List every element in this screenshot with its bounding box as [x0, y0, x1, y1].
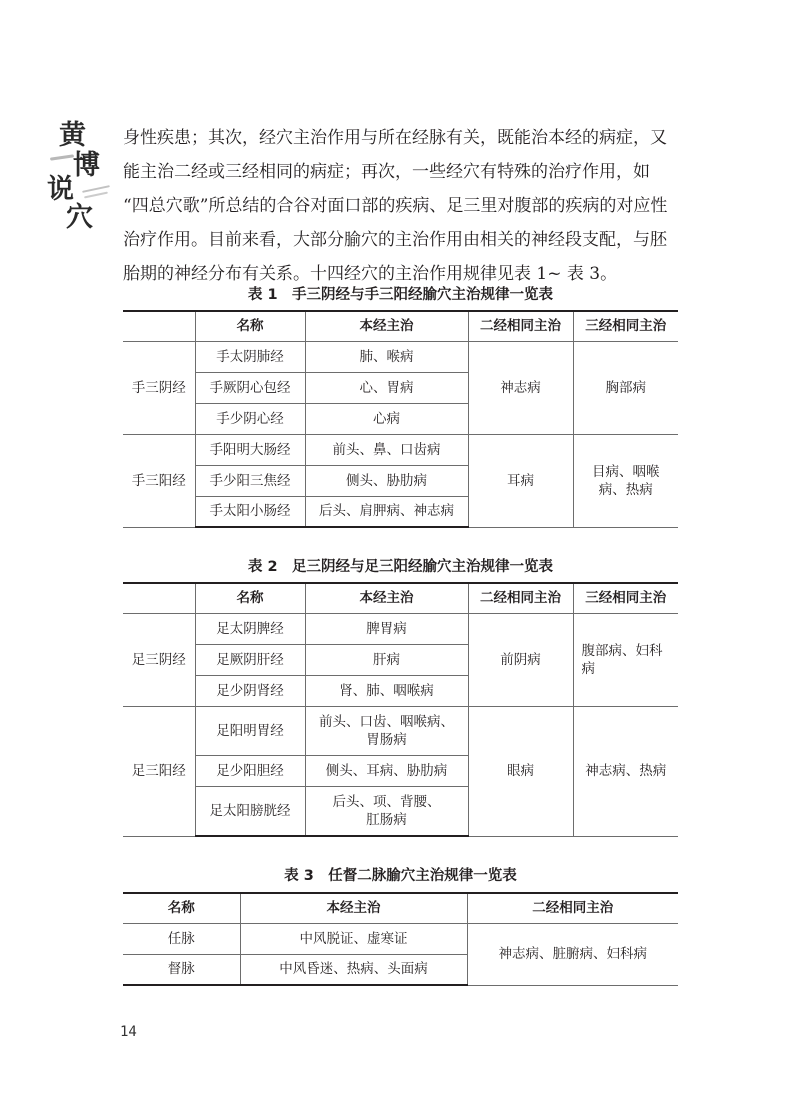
meridian-name: 足太阳膀胱经	[195, 786, 305, 836]
table-header-row	[123, 583, 678, 613]
page-number: 14	[120, 1024, 137, 1040]
meridian-name: 手少阴心经	[195, 403, 305, 434]
three-common: 胸部病	[573, 341, 678, 434]
three-common: 神志病、热病	[573, 706, 678, 836]
header-cell	[123, 583, 195, 613]
table-row	[123, 341, 678, 372]
brand-char-3: 说	[47, 174, 74, 205]
cell-line: 病、热病	[598, 481, 653, 498]
meridian-name: 足阳明胃经	[195, 706, 305, 755]
header-cell: 二经相同主治	[467, 893, 678, 923]
header-cell: 本经主治	[305, 311, 468, 341]
meridian-name: 手厥阴心包经	[195, 372, 305, 403]
meridian-name: 手少阳三焦经	[195, 465, 305, 496]
main-indication: 侧头、胁肋病	[305, 465, 468, 496]
group-label: 手三阳经	[123, 434, 195, 527]
main-indication	[305, 786, 468, 836]
header-cell: 二经相同主治	[468, 583, 573, 613]
paragraph-line: “四总穴歌”所总结的合谷对面口部的疾病、足三里对腹部的疾病的对应性	[123, 196, 668, 216]
meridian-name: 足厥阴肝经	[195, 644, 305, 675]
header-cell: 名称	[195, 583, 305, 613]
meridian-name: 手阳明大肠经	[195, 434, 305, 465]
paragraph-line: 身性疾患；其次，经穴主治作用与所在经脉有关，既能治本经的病症，又	[123, 128, 667, 148]
two-common: 神志病	[468, 341, 573, 434]
meridian-name: 手太阳小肠经	[195, 496, 305, 527]
group-label: 足三阴经	[123, 613, 195, 706]
cell-line: 肛肠病	[366, 811, 407, 828]
header-cell: 三经相同主治	[573, 583, 678, 613]
meridian-name: 足太阴脾经	[195, 613, 305, 644]
brand-char-4: 穴	[66, 202, 93, 233]
paragraph-line: 治疗作用。目前来看，大部分腧穴的主治作用由相关的神经段支配，与胚	[123, 230, 667, 250]
two-common: 眼病	[468, 706, 573, 836]
header-cell: 名称	[123, 893, 240, 923]
meridian-name: 手太阴肺经	[195, 341, 305, 372]
cell-line: 病	[581, 660, 595, 677]
table-header-row	[123, 893, 678, 923]
table-header-row	[123, 311, 678, 341]
main-indication: 前头、鼻、口齿病	[305, 434, 468, 465]
three-common	[573, 434, 678, 527]
body-paragraph	[123, 121, 683, 291]
table1-caption: 表 1 手三阴经与手三阳经腧穴主治规律一览表	[247, 287, 554, 303]
table3	[123, 892, 678, 986]
meridian-name: 任脉	[123, 923, 240, 954]
two-common: 神志病、脏腑病、妇科病	[467, 923, 678, 985]
main-indication: 中风昏迷、热病、头面病	[240, 954, 467, 985]
header-cell: 本经主治	[240, 893, 467, 923]
table3-caption: 表 3 任督二脉腧穴主治规律一览表	[284, 868, 517, 884]
table2-caption: 表 2 足三阴经与足三阳经腧穴主治规律一览表	[247, 559, 554, 575]
table-row	[123, 923, 678, 954]
table2	[123, 582, 678, 837]
cell-line: 胃肠病	[366, 731, 407, 748]
paragraph-line: 能主治二经或三经相同的病症；再次，一些经穴有特殊的治疗作用，如	[123, 162, 650, 182]
group-label: 手三阴经	[123, 341, 195, 434]
header-cell	[123, 311, 195, 341]
main-indication: 肝病	[305, 644, 468, 675]
two-common: 耳病	[468, 434, 573, 527]
three-common	[573, 613, 678, 706]
main-indication	[305, 706, 468, 755]
header-cell: 二经相同主治	[468, 311, 573, 341]
main-indication: 脾胃病	[305, 613, 468, 644]
cell-line: 腹部病、妇科	[581, 642, 663, 659]
brush-stroke-decoration	[50, 154, 74, 160]
brand-char-2: 博	[73, 150, 100, 181]
table-row	[123, 613, 678, 644]
table-row	[123, 706, 678, 755]
brand-logo	[44, 122, 114, 232]
group-label: 足三阳经	[123, 706, 195, 836]
main-indication: 肾、肺、咽喉病	[305, 675, 468, 706]
meridian-name: 足少阳胆经	[195, 755, 305, 786]
meridian-name: 足少阴肾经	[195, 675, 305, 706]
main-indication: 心病	[305, 403, 468, 434]
cell-line: 目病、咽喉	[592, 463, 660, 480]
header-cell: 本经主治	[305, 583, 468, 613]
table1	[123, 310, 678, 528]
cell-line: 后头、项、背腰、	[332, 793, 441, 810]
brand-char-1: 黄	[59, 120, 86, 151]
meridian-name: 督脉	[123, 954, 240, 985]
main-indication: 后头、肩胛病、神志病	[305, 496, 468, 527]
cell-line: 前头、口齿、咽喉病、	[319, 713, 454, 730]
main-indication: 中风脱证、虚寒证	[240, 923, 467, 954]
header-cell: 三经相同主治	[573, 311, 678, 341]
main-indication: 侧头、耳病、胁肋病	[305, 755, 468, 786]
brush-stroke-decoration	[84, 192, 108, 199]
table-row	[123, 434, 678, 465]
main-indication: 肺、喉病	[305, 341, 468, 372]
header-cell: 名称	[195, 311, 305, 341]
paragraph-line: 胎期的神经分布有关系。十四经穴的主治作用规律见表 1~ 表 3。	[123, 264, 618, 284]
main-indication: 心、胃病	[305, 372, 468, 403]
two-common: 前阴病	[468, 613, 573, 706]
